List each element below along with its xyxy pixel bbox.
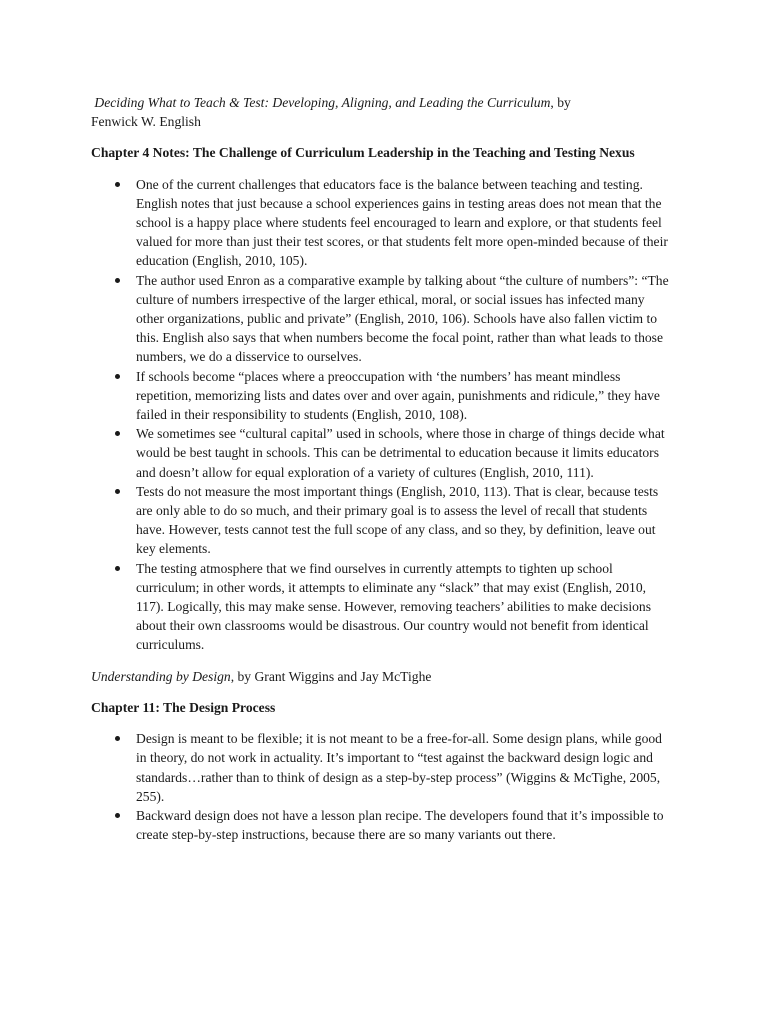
list-item-text: We sometimes see “cultural capital” used in schools, where those in charge of things decide what would be best taught in schools. This can be detrimental to education because it limits educators and doesn’t allow for equal exploration of a variety of cultures (English, 2010, 111). [136,426,665,480]
list-item [91,806,675,844]
bullet-icon [115,182,120,187]
bullet-icon [115,566,120,571]
bullet-list-2 [91,729,675,844]
list-item-text: One of the current challenges that educators face is the balance between teaching and testing. English notes that just because a school experiences gains in testing areas does not mean that the school is a happy place where students feel encouraged to learn and explore, or that students feel valued for more than just their test scores, or that students felt more open-minded because of their education (English, 2010, 105). [136,176,668,269]
bullet-icon [115,278,120,283]
list-item-text: Backward design does not have a lesson plan recipe. The developers found that it’s impossible to create step-by-step instructions, because there are so many variants out there. [136,807,664,843]
chapter-heading-2: Chapter 11: The Design Process [91,699,276,715]
document-body [91,93,675,856]
bullet-icon [115,813,120,818]
bullet-icon [115,431,120,436]
chapter-heading-1: Chapter 4 Notes: The Challenge of Curriculum Leadership in the Teaching and Testing Nexus [91,145,635,161]
list-item [91,424,675,482]
book-title-2: Understanding by Design [91,668,231,684]
book-title-1: Deciding What to Teach & Test: Developing, Aligning, and Leading the Curriculum [94,95,551,110]
list-item [91,559,675,655]
bullet-icon [115,374,120,379]
bullet-list-1 [91,175,675,655]
list-item-text: The author used Enron as a comparative example by talking about “the culture of numbers”: “The culture of numbers irrespective of the larger ethical, moral, or social issues has infected many other organizations, public and private” (English, 2010, 106). Schools have also fallen victim to this. English also says that when numbers become the focal point, rather than what leads to those numbers, we do a disservice to ourselves. [136,272,669,365]
list-item-text: If schools become “places where a preoccupation with ‘the numbers’ has meant mindless repetition, memorizing lists and dates over and over again, punishments and ridicule,” they have failed in their responsibility to students (English, 2010, 108). [136,368,660,423]
book-citation-1 [91,93,675,131]
list-item [91,367,675,425]
book-citation-2 [91,667,675,686]
bullet-icon [115,489,120,494]
list-item-text: Design is meant to be flexible; it is not meant to be a free-for-all. Some design plans, while good in theory, do not work in actuality. It’s important to “test against the backward design logic and standards…rather than to think of design as a step-by-step process” (Wiggins & McTighe, 2005, 255). [136,731,662,804]
list-item [91,729,675,806]
author-line-1: Fenwick W. English [91,114,201,130]
list-item-text: The testing atmosphere that we find ourselves in currently attempts to tighten up school curriculum; in other words, it attempts to eliminate any “slack” that may exist (English, 2010, 117). Logically, this may make sense. However, removing teachers’ abilities to make decisions about their own classrooms would be disastrous. Our country would not benefit from identical curriculums. [136,560,651,653]
list-item [91,482,675,559]
list-item-text: Tests do not measure the most important things (English, 2010, 113). That is clear, because tests are only able to do so much, and their primary goal is to assess the level of recall that students have. However, tests cannot test the full scope of any class, and so they, by definition, leave out key elements. [136,483,659,557]
list-item [91,175,675,271]
author-suffix-1: , by [550,95,571,110]
author-suffix-2: , by Grant Wiggins and Jay McTighe [230,668,432,684]
list-item [91,271,675,367]
bullet-icon [115,736,120,741]
